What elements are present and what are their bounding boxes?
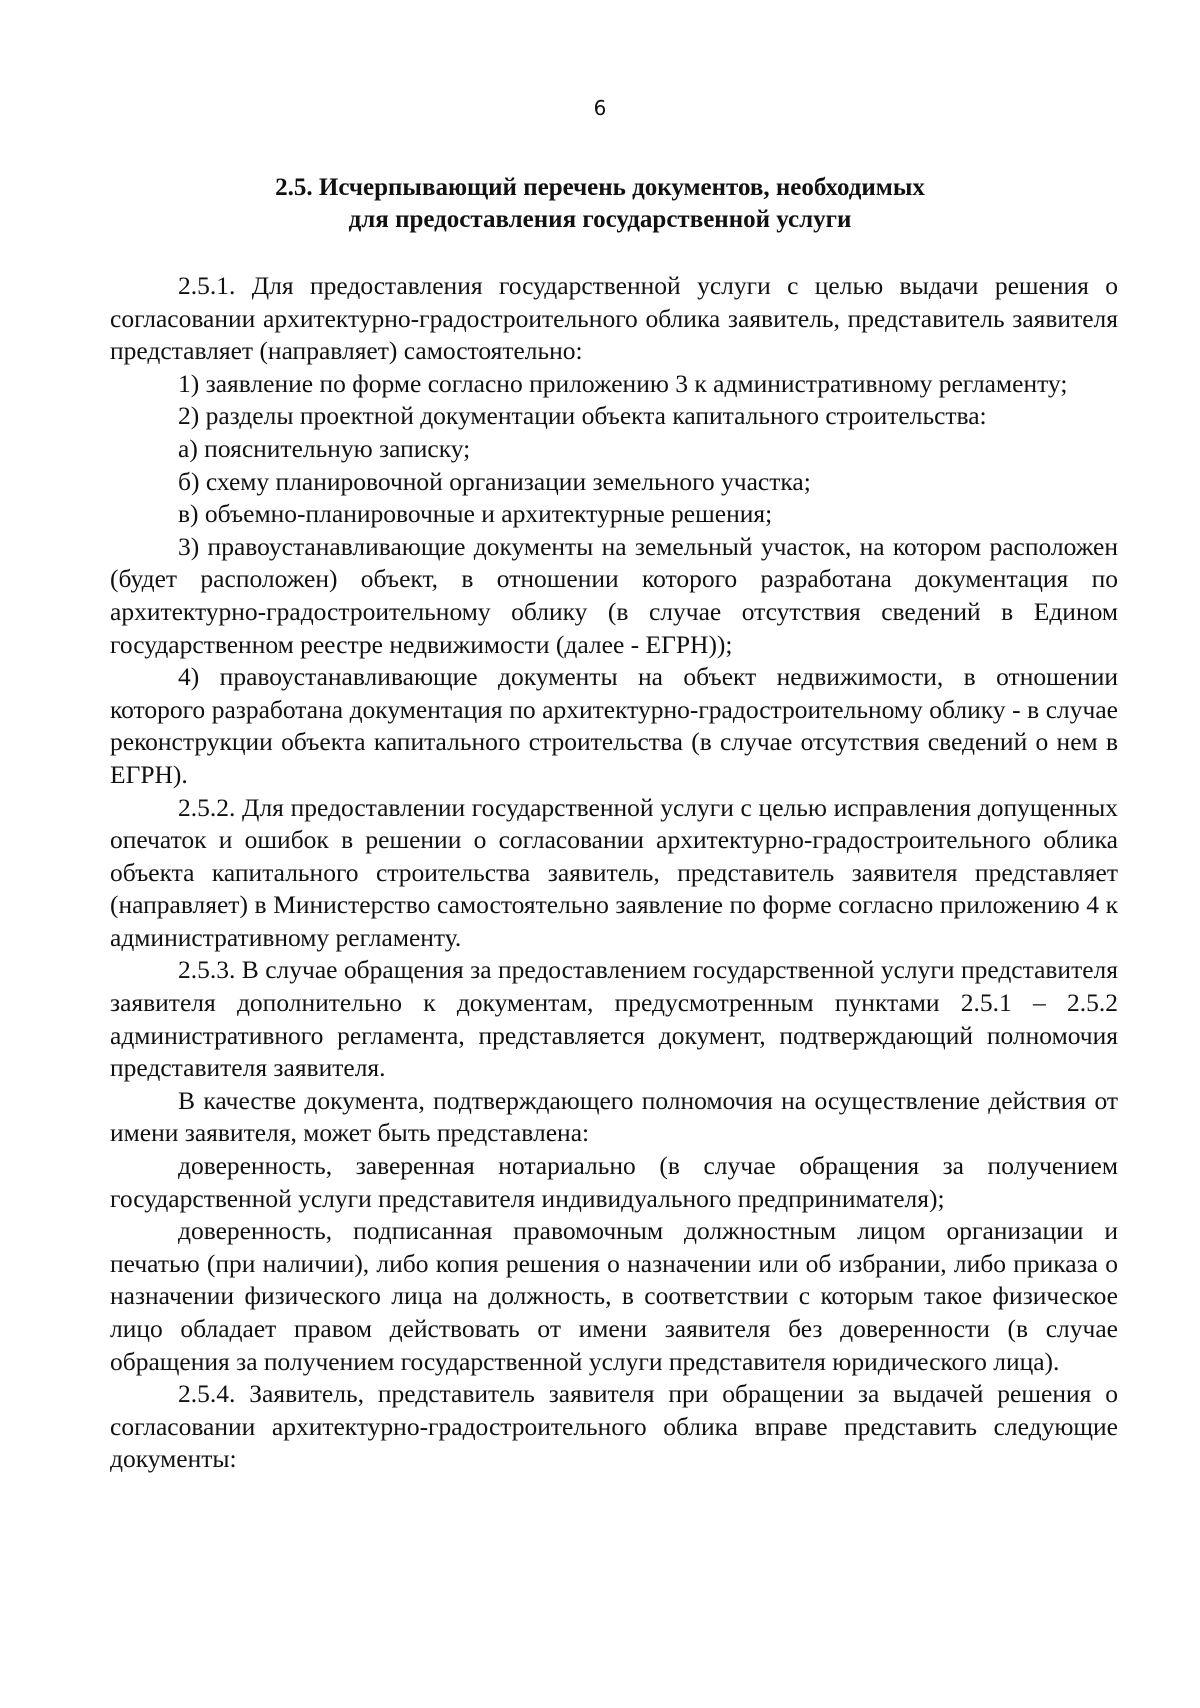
- paragraph-2-5-3: 2.5.3. В случае обращения за предоставлением государственной услуги представителя заявителя дополнительно к документам, предусмотренным пунктами 2.5.1 – 2.5.2 административного регламента, представляется документ, подтверждающий полномочия представителя заявителя.: [110, 955, 1118, 1083]
- section-heading: [150, 172, 1050, 236]
- paragraph-notarized-power-of-attorney: доверенность, заверенная нотариально (в случае обращения за получением государственной услуги представителя индивидуального предпринимателя);: [110, 1151, 1118, 1213]
- list-item-2b: б) схему планировочной организации земельного участка;: [178, 466, 811, 496]
- list-item-2c: в) объемно-планировочные и архитектурные решения;: [178, 499, 773, 529]
- list-item-2: 2) разделы проектной документации объекта капитального строительства:: [178, 401, 987, 431]
- list-item-1: 1) заявление по форме согласно приложению 3 к административному регламенту;: [178, 368, 1068, 398]
- page-number: 6: [593, 96, 607, 120]
- section-heading-line-2: для предоставления государственной услуги: [348, 206, 852, 233]
- list-item-3: 3) правоустанавливающие документы на земельный участок, на котором расположен (будет расположен) объект, в отношении которого разработана документация по архитектурно-градостроительному облику (в случае отсутствия сведений в Едином государственном реестре недвижимости (далее - ЕГРН));: [110, 531, 1118, 659]
- list-item-4: 4) правоустанавливающие документы на объект недвижимости, в отношении которого разработана документация по архитектурно-градостроительному облику - в случае реконструкции объекта капитального строительства (в случае отсутствия сведений о нем в ЕГРН).: [110, 662, 1118, 789]
- paragraph-2-5-1: 2.5.1. Для предоставления государственной услуги с целью выдачи решения о согласовании архитектурно-градостроительного облика заявитель, представитель заявителя представляет (направляет) самостоятельно:: [110, 271, 1118, 366]
- section-heading-line-1: 2.5. Исчерпывающий перечень документов, необходимых: [275, 174, 925, 201]
- section-body: [110, 270, 1118, 1476]
- paragraph-2-5-2: 2.5.2. Для предоставлении государственной услуги с целью исправления допущенных опечаток и ошибок в решении о согласовании архитектурно-градостроительного облика объекта капитального строительства заявитель, представитель заявителя представляет (направляет) в Министерство самостоятельно заявление по форме согласно приложению 4 к административному регламенту.: [110, 792, 1118, 952]
- paragraph-2-5-4: 2.5.4. Заявитель, представитель заявителя при обращении за выдачей решения о согласовании архитектурно-градостроительного облика вправе представить следующие документы:: [110, 1379, 1118, 1474]
- paragraph-organization-power-of-attorney: доверенность, подписанная правомочным должностным лицом организации и печатью (при наличии), либо копия решения о назначении или об избрании, либо приказа о назначении физического лица на должность, в соответствии с которым такое физическое лицо обладает правом действовать от имени заявителя без доверенности (в случае обращения за получением государственной услуги представителя юридического лица).: [110, 1216, 1118, 1376]
- list-item-2a: а) пояснительную записку;: [178, 433, 471, 463]
- paragraph-authority-documents: В качестве документа, подтверждающего полномочия на осуществление действия от имени заявителя, может быть представлена:: [110, 1085, 1118, 1148]
